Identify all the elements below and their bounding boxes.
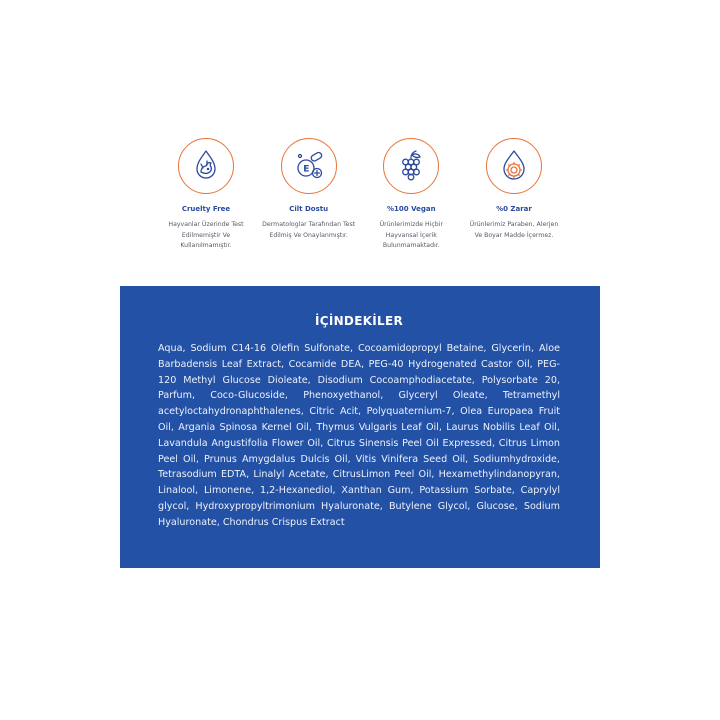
- feature-title: %100 Vegan: [387, 205, 436, 213]
- ingredients-text: Aqua, Sodium C14-16 Olefin Sulfonate, Cocoamidopropyl Betaine, Glycerin, Aloe Barbadensis Leaf Extract, Cocamide DEA, PEG-40 Hydrogenated Castor Oil, PEG-120 Methyl Glucose Dioleate, Disodium Cocoamphodiacetate, Polysorbate 20, Parfum, Coco-Glucoside, Phenoxyethanol, Glyceryl Oleate, Tetramethyl acetyloctahydronaphthalenes, Citric Acit, Polyquaternium-7, Olea Europaea Fruit Oil, Argania Spinosa Kernel Oil, Thymus Vulgaris Leaf Oil, Laurus Nobilis Leaf Oil, Lavandula Angustifolia Flower Oil, Citrus Sinensis Peel Oil Expressed, Citrus Limon Peel Oil, Prunus Amygdalus Dulcis Oil, Vitis Vinifera Seed Oil, Sodiumhydroxide, Tetrasodium EDTA, Linalyl Acetate, CitrusLimon Peel Oil, Hexamethylindanopyran, Linalool, Limonene, 1,2-Hexanediol, Xanthan Gum, Potassium Sorbate, Caprylyl glycol, Hydroxypropyltrimonium Hyaluronate, Butylene Glycol, Glucose, Sodium Hyaluronate, Chondrus Crispus Extract: [158, 343, 560, 528]
- svg-text:E: E: [302, 164, 310, 175]
- feature-description: Ürünlerimizde Hiçbir Hayvansal İçerik Bulunmamaktadır.: [379, 221, 443, 249]
- vegan-badge: [383, 138, 439, 194]
- feature-title: Cruelty Free: [181, 205, 231, 213]
- zero-harm-badge: [486, 138, 542, 194]
- skin-friendly-badge: [281, 138, 337, 194]
- feature-cruelty-free: [158, 138, 254, 288]
- feature-title: Cilt Dostu: [289, 205, 329, 213]
- feature-description: Ürünlerimiz Paraben, Alerjen Ve Boyar Madde İçermez.: [469, 221, 559, 239]
- feature-description: Dermatologlar Tarafından Test Edilmiş Ve Onaylanmıştır.: [262, 221, 356, 239]
- feature-title: %0 Zarar: [496, 205, 532, 213]
- feature-zero-harm: [466, 138, 562, 288]
- feature-skin-friendly: [261, 138, 357, 288]
- cruelty-free-icon: [188, 148, 224, 184]
- ingredients-panel: [120, 286, 600, 568]
- feature-vegan: [363, 138, 459, 288]
- cruelty-free-badge: [178, 138, 234, 194]
- feature-list: [158, 138, 562, 288]
- vegan-grape-icon: [393, 148, 429, 184]
- ingredients-title: İÇİNDEKİLER: [314, 314, 404, 328]
- zero-harm-drop-icon: [496, 148, 532, 184]
- feature-description: Hayvanlar Üzerinde Test Edilmemiştir Ve Kullanılmamıştır.: [168, 221, 244, 249]
- skin-friendly-icon: [291, 148, 327, 184]
